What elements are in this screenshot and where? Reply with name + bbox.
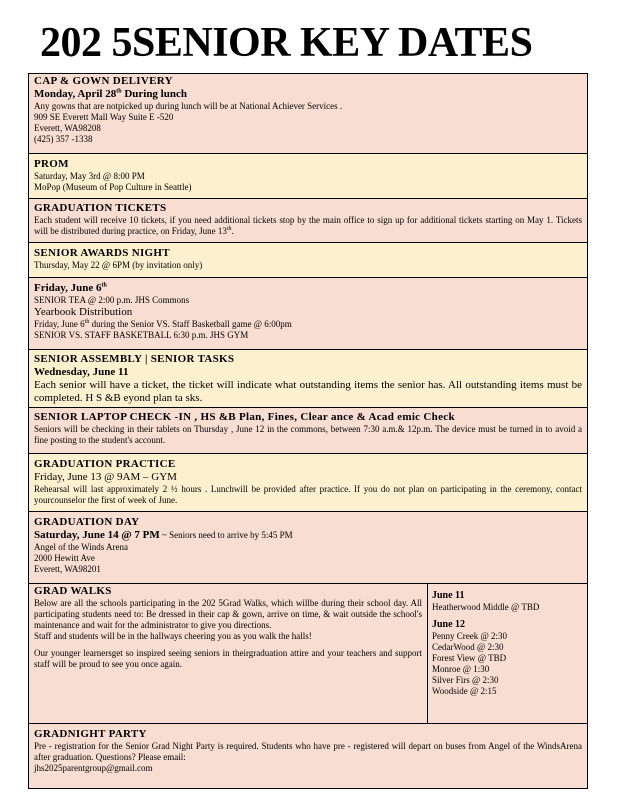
- assembly-text: Each senior will have a ticket, the ticket will indicate what outstanding items the senior has. All outstanding items must be completed. H S &B eyond plan ta sks.: [34, 379, 582, 404]
- cap-gown-line: (425) 357 -1338: [34, 134, 93, 144]
- walk-school: Woodside @ 2:15: [432, 686, 497, 696]
- laptop-text: Seniors will be checking in their tablets on Thursday , June 12 in the commons, between 7:30 a.m.& 12p.m. The device must be turned in to avoid a fine posting to the student's account.: [34, 424, 582, 445]
- grad-day-section: [29, 512, 587, 584]
- walk-school: Monroe @ 1:30: [432, 664, 490, 674]
- june6-line2-rest: during the Senior VS. Staff Basketball game @ 6:00pm: [91, 319, 292, 329]
- grad-walks-description: [29, 584, 428, 723]
- prom-line: MoPop (Museum of Pop Culture in Seattle): [34, 182, 192, 192]
- june6-line2-main: Friday, June 6: [34, 319, 85, 329]
- cap-gown-line: Everett, WA98208: [34, 123, 101, 133]
- tickets-heading: GRADUATION TICKETS: [34, 202, 167, 214]
- cap-gown-date: [34, 88, 582, 101]
- practice-text: Rehearsal will last approximately 2 ½ hours . Lunchwill be provided after practice. If you do not plan on participating in the ceremony, contact yourcounselor the first of week of June.: [34, 484, 582, 505]
- tickets-text-end: .: [231, 226, 234, 236]
- practice-section: [29, 454, 587, 512]
- walk-school: CedarWood @ 2:30: [432, 642, 504, 652]
- prom-section: [29, 154, 587, 199]
- grad-walks-schedule: [428, 584, 587, 723]
- gradnight-section: [29, 724, 587, 788]
- assembly-section: [29, 350, 587, 408]
- cap-gown-date-main: Monday, April 28: [34, 88, 117, 100]
- tickets-text-sup: th: [226, 226, 232, 232]
- grad-day-line: Angel of the Winds Arena: [34, 542, 128, 552]
- key-dates-table: [28, 73, 588, 789]
- tickets-text-main: Each student will receive 10 tickets, if you need additional tickets stop by the main office to sign up for additional tickets starting on May 1. Tickets will be distributed during practice, on Friday, June 13: [34, 215, 582, 236]
- tickets-text: [34, 215, 582, 237]
- june6-line2-sup: th: [84, 319, 90, 325]
- walk-school: Silver Firs @ 2:30: [432, 675, 499, 685]
- tickets-section: [29, 199, 587, 243]
- practice-date: Friday, June 13 @ 9AM – GYM: [34, 471, 177, 483]
- walk-day-heading: June 11: [432, 590, 465, 601]
- cap-gown-line: 909 SE Everett Mall Way Suite E -520: [34, 112, 174, 122]
- walk-school: Heatherwood Middle @ TBD: [432, 602, 540, 612]
- grad-day-date-line: [34, 529, 582, 542]
- laptop-section: [29, 408, 587, 454]
- grad-day-line: Everett, WA98201: [34, 564, 101, 574]
- grad-walks-text: Below are all the schools participating in the 202 5Grad Walks, which willbe during their school day. All participating students need to: Be dressed in their cap & gown, arrive on time, & wait outside the school's maintenance and wait for the administrator to give you directions.: [34, 598, 422, 630]
- walk-school: Penny Creek @ 2:30: [432, 631, 508, 641]
- june6-line: SENIOR VS. STAFF BASKETBALL 6:30 p.m. JHS GYM: [34, 330, 249, 340]
- assembly-date: Wednesday, June 11: [34, 366, 129, 378]
- laptop-heading: SENIOR LAPTOP CHECK -IN , HS &B Plan, Fines, Clear ance & Acad emic Check: [34, 411, 455, 423]
- gradnight-text: Pre - registration for the Senior Grad Night Party is required. Students who have pre - registered will depart on buses from Angel of the WindsArena after graduation. Questions? Please email:: [34, 741, 582, 762]
- grad-walks-section: [29, 584, 587, 724]
- awards-line: Thursday, May 22 @ 6PM (by invitation only): [34, 260, 203, 270]
- awards-section: [29, 243, 587, 278]
- page-title: 202 5SENIOR KEY DATES: [40, 20, 533, 66]
- grad-day-heading: GRADUATION DAY: [34, 516, 140, 528]
- grad-day-line: 2000 Hewitt Ave: [34, 553, 95, 563]
- grad-walks-text: Our younger learnersget so inspired seeing seniors in theirgraduation attire and your teachers and support staff will be proud to see you once again.: [34, 648, 422, 669]
- cap-gown-date-sup: th: [116, 88, 122, 95]
- grad-walks-heading: GRAD WALKS: [34, 585, 112, 597]
- prom-line: Saturday, May 3rd @ 8:00 PM: [34, 171, 145, 181]
- june6-heading-sup: th: [101, 282, 107, 289]
- cap-gown-date-rest: During lunch: [124, 88, 187, 100]
- cap-gown-heading: CAP & GOWN DELIVERY: [34, 75, 173, 87]
- practice-heading: GRADUATION PRACTICE: [34, 458, 176, 470]
- grad-day-note: ~ Seniors need to arrive by 5:45 PM: [162, 530, 293, 540]
- june6-subheading: Yearbook Distribution: [34, 306, 133, 318]
- cap-gown-line: Any gowns that are notpicked up during lunch will be at National Achiever Services .: [34, 101, 343, 111]
- gradnight-email: jhs2025parentgroup@gmail.com: [34, 763, 153, 773]
- prom-heading: PROM: [34, 158, 69, 170]
- walk-day-heading: June 12: [432, 619, 466, 630]
- june6-heading-main: Friday, June 6: [34, 282, 102, 294]
- gradnight-heading: GRADNIGHT PARTY: [34, 728, 147, 740]
- cap-gown-section: [29, 74, 587, 154]
- walk-school: Forest View @ TBD: [432, 653, 507, 663]
- june6-line: [34, 319, 582, 330]
- assembly-heading: SENIOR ASSEMBLY | SENIOR TASKS: [34, 353, 235, 365]
- grad-walks-text: Staff and students will be in the hallways cheering you as you walk the halls!: [34, 631, 312, 641]
- awards-heading: SENIOR AWARDS NIGHT: [34, 247, 170, 259]
- grad-day-date: Saturday, June 14 @ 7 PM: [34, 529, 160, 541]
- june6-line: SENIOR TEA @ 2:00 p.m. JHS Commons: [34, 295, 190, 305]
- june6-section: [29, 278, 587, 350]
- june6-heading: [34, 282, 582, 295]
